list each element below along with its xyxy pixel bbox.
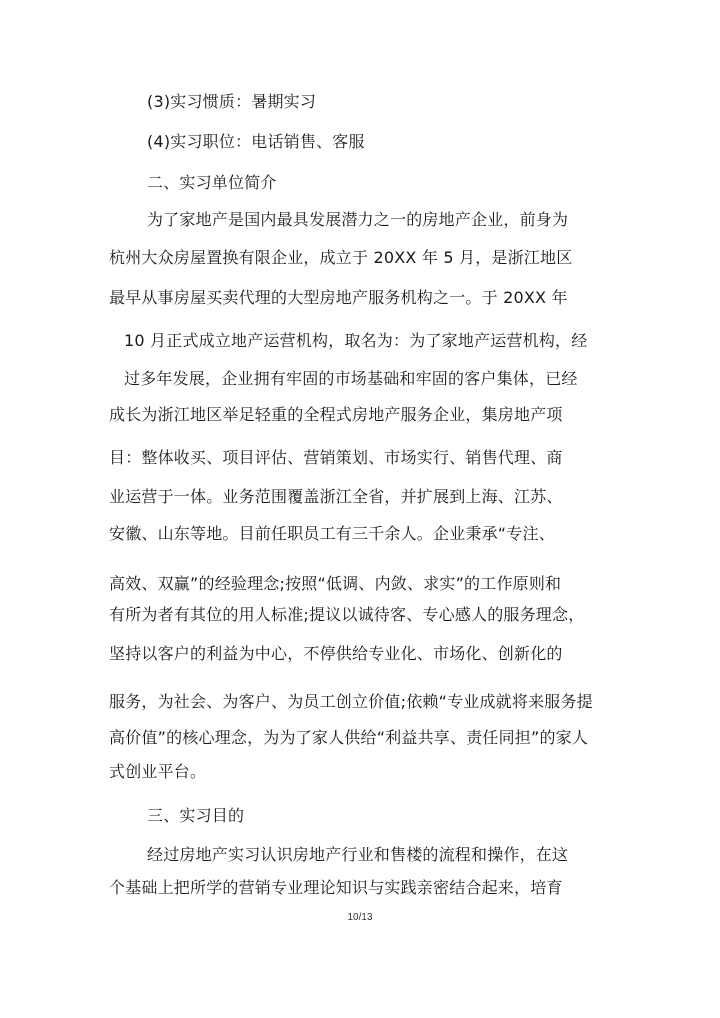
text-line: 为了家地产是国内最具发展潜力之一的房地产企业，前身为 <box>147 210 569 229</box>
text-line: 服务，为社会、为客户、为员工创立价值;依赖“专业成就将来服务提 <box>109 692 593 711</box>
page-number: 10/13 <box>347 912 373 923</box>
text-line: 个基础上把所学的营销专业理论知识与实践亲密结合起来，培育 <box>109 878 563 897</box>
text-line: (4)实习职位：电话销售、客服 <box>147 132 365 151</box>
section-heading: 二、实习单位简介 <box>147 173 277 192</box>
text-line: 有所为者有其位的用人标准;提议以诚待客、专心感人的服务理念， <box>109 605 585 624</box>
text-line: (3)实习惯质：暑期实习 <box>147 92 317 111</box>
text-line: 成长为浙江地区举足轻重的全程式房地产服务企业，集房地产项 <box>109 405 563 424</box>
text-line: 杭州大众房屋置换有限企业，成立于 20XX 年 5 月，是浙江地区 <box>109 248 573 267</box>
text-line: 业运营于一体。业务范围覆盖浙江全省，并扩展到上海、江苏、 <box>109 487 563 506</box>
text-line: 最早从事房屋买卖代理的大型房地产服务机构之一。于 20XX 年 <box>109 288 568 307</box>
text-line: 过多年发展，企业拥有牢固的市场基础和牢固的客户集体，已经 <box>124 369 578 388</box>
text-line: 高效、双赢”的经验理念;按照“低调、内敛、求实”的工作原则和 <box>109 574 562 593</box>
text-line: 10 月正式成立地产运营机构，取名为：为了家地产运营机构，经 <box>124 331 588 350</box>
section-heading: 三、实习目的 <box>147 806 245 825</box>
text-line: 式创业平台。 <box>109 762 207 781</box>
text-line: 安徽、山东等地。目前任职员工有三千余人。企业秉承“专注、 <box>109 524 555 543</box>
text-line: 经过房地产实习认识房地产行业和售楼的流程和操作，在这 <box>147 845 569 864</box>
text-line: 坚持以客户的利益为中心，不停供给专业化、市场化、创新化的 <box>109 644 563 663</box>
text-line: 目：整体收买、项目评估、营销策划、市场实行、销售代理、商 <box>109 448 563 467</box>
text-line: 高价值”的核心理念，为为了家人供给“利益共享、责任同担”的家人 <box>109 728 589 747</box>
